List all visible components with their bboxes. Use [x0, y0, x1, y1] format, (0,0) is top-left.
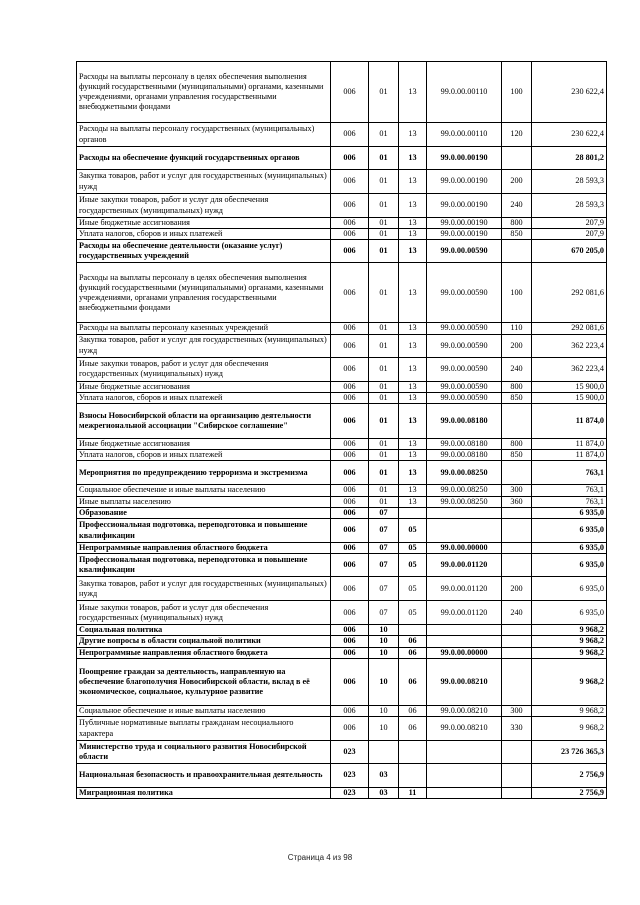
table-row [77, 601, 607, 625]
expense-type-cell: 300 [502, 485, 532, 496]
target-article-cell: 99.0.00.00190 [427, 229, 502, 240]
row-name-cell: Социальное обеспечение и иные выплаты населению [77, 485, 331, 496]
table-row [77, 229, 607, 240]
amount-cell: 9 968,2 [532, 636, 607, 647]
amount-cell: 11 874,0 [532, 439, 607, 450]
expense-type-cell: 240 [502, 357, 532, 381]
table-row [77, 123, 607, 147]
ved-code-cell: 006 [331, 439, 369, 450]
subsection-code-cell: 05 [399, 519, 427, 543]
section-code-cell: 07 [369, 577, 399, 601]
target-article-cell: 99.0.00.00110 [427, 62, 502, 123]
section-code-cell: 10 [369, 647, 399, 658]
subsection-code-cell: 13 [399, 240, 427, 263]
amount-cell: 763,1 [532, 496, 607, 507]
ved-code-cell: 006 [331, 392, 369, 403]
expense-type-cell [502, 647, 532, 658]
budget-table-container [76, 61, 606, 799]
section-code-cell: 10 [369, 717, 399, 741]
section-code-cell: 01 [369, 450, 399, 461]
subsection-code-cell: 13 [399, 218, 427, 229]
subsection-code-cell: 06 [399, 647, 427, 658]
table-row [77, 240, 607, 263]
amount-cell: 9 968,2 [532, 647, 607, 658]
row-name-cell: Закупка товаров, работ и услуг для государственных (муниципальных) нужд [77, 334, 331, 357]
expense-type-cell: 100 [502, 62, 532, 123]
row-name-cell: Публичные нормативные выплаты гражданам несоциального характера [77, 717, 331, 741]
section-code-cell: 10 [369, 658, 399, 705]
target-article-cell: 99.0.00.00190 [427, 218, 502, 229]
target-article-cell [427, 625, 502, 636]
expense-type-cell: 200 [502, 577, 532, 601]
row-name-cell: Мероприятия по предупреждению терроризма и экстремизма [77, 461, 331, 485]
amount-cell: 362 223,4 [532, 357, 607, 381]
table-row [77, 788, 607, 799]
ved-code-cell: 006 [331, 123, 369, 147]
row-name-cell: Иные бюджетные ассигнования [77, 381, 331, 392]
row-name-cell: Расходы на обеспечение деятельности (оказание услуг) государственных учреждений [77, 240, 331, 263]
amount-cell: 15 900,0 [532, 381, 607, 392]
subsection-code-cell: 11 [399, 788, 427, 799]
ved-code-cell: 006 [331, 170, 369, 194]
amount-cell: 23 726 365,3 [532, 741, 607, 764]
ved-code-cell: 006 [331, 194, 369, 218]
target-article-cell: 99.0.00.08250 [427, 485, 502, 496]
target-article-cell: 99.0.00.00000 [427, 543, 502, 554]
expense-type-cell [502, 741, 532, 764]
row-name-cell: Иные закупки товаров, работ и услуг для обеспечения государственных (муниципальных) нужд [77, 194, 331, 218]
target-article-cell: 99.0.00.08210 [427, 705, 502, 716]
section-code-cell: 01 [369, 392, 399, 403]
table-row [77, 461, 607, 485]
table-row [77, 519, 607, 543]
ved-code-cell: 006 [331, 381, 369, 392]
table-row [77, 323, 607, 334]
expense-type-cell [502, 240, 532, 263]
amount-cell: 28 593,3 [532, 170, 607, 194]
expense-type-cell: 240 [502, 601, 532, 625]
subsection-code-cell: 05 [399, 554, 427, 577]
subsection-code-cell: 13 [399, 263, 427, 323]
expense-type-cell [502, 625, 532, 636]
target-article-cell: 99.0.00.08180 [427, 450, 502, 461]
row-name-cell: Профессиональная подготовка, переподготовка и повышение квалификации [77, 519, 331, 543]
amount-cell: 362 223,4 [532, 334, 607, 357]
subsection-code-cell: 13 [399, 461, 427, 485]
table-row [77, 450, 607, 461]
amount-cell: 6 935,0 [532, 507, 607, 518]
ved-code-cell: 006 [331, 229, 369, 240]
table-row [77, 357, 607, 381]
amount-cell: 9 968,2 [532, 705, 607, 716]
amount-cell: 763,1 [532, 461, 607, 485]
ved-code-cell: 006 [331, 647, 369, 658]
row-name-cell: Расходы на выплаты персоналу государственных (муниципальных) органов [77, 123, 331, 147]
target-article-cell: 99.0.00.00190 [427, 170, 502, 194]
ved-code-cell: 006 [331, 323, 369, 334]
subsection-code-cell: 13 [399, 404, 427, 439]
subsection-code-cell: 06 [399, 658, 427, 705]
target-article-cell: 99.0.00.00590 [427, 323, 502, 334]
row-name-cell: Министерство труда и социального развития Новосибирской области [77, 741, 331, 764]
amount-cell: 207,9 [532, 218, 607, 229]
subsection-code-cell: 13 [399, 485, 427, 496]
ved-code-cell: 006 [331, 601, 369, 625]
subsection-code-cell [399, 625, 427, 636]
expense-type-cell: 200 [502, 334, 532, 357]
row-name-cell: Иные бюджетные ассигнования [77, 439, 331, 450]
subsection-code-cell: 13 [399, 147, 427, 170]
table-row [77, 764, 607, 788]
expense-type-cell [502, 636, 532, 647]
expense-type-cell: 850 [502, 229, 532, 240]
expense-type-cell: 120 [502, 123, 532, 147]
amount-cell: 6 935,0 [532, 554, 607, 577]
section-code-cell: 01 [369, 170, 399, 194]
table-row [77, 194, 607, 218]
ved-code-cell: 006 [331, 461, 369, 485]
section-code-cell: 01 [369, 485, 399, 496]
ved-code-cell: 006 [331, 577, 369, 601]
target-article-cell: 99.0.00.00110 [427, 123, 502, 147]
page-footer: Страница 4 из 98 [287, 853, 353, 862]
row-name-cell: Непрограммные направления областного бюджета [77, 543, 331, 554]
ved-code-cell: 006 [331, 147, 369, 170]
table-row [77, 507, 607, 518]
section-code-cell: 01 [369, 323, 399, 334]
table-row [77, 147, 607, 170]
table-row [77, 554, 607, 577]
expense-type-cell [502, 764, 532, 788]
subsection-code-cell: 06 [399, 705, 427, 716]
target-article-cell [427, 764, 502, 788]
target-article-cell: 99.0.00.00590 [427, 381, 502, 392]
ved-code-cell: 006 [331, 519, 369, 543]
target-article-cell: 99.0.00.00590 [427, 334, 502, 357]
table-row [77, 625, 607, 636]
section-code-cell: 01 [369, 240, 399, 263]
section-code-cell: 01 [369, 123, 399, 147]
subsection-code-cell: 05 [399, 601, 427, 625]
subsection-code-cell: 13 [399, 439, 427, 450]
expense-type-cell [502, 658, 532, 705]
section-code-cell: 01 [369, 439, 399, 450]
target-article-cell: 99.0.00.08180 [427, 404, 502, 439]
row-name-cell: Социальная политика [77, 625, 331, 636]
amount-cell: 670 205,0 [532, 240, 607, 263]
ved-code-cell: 006 [331, 554, 369, 577]
subsection-code-cell [399, 507, 427, 518]
subsection-code-cell: 13 [399, 381, 427, 392]
subsection-code-cell [399, 741, 427, 764]
ved-code-cell: 006 [331, 218, 369, 229]
amount-cell: 292 081,6 [532, 323, 607, 334]
amount-cell: 28 801,2 [532, 147, 607, 170]
subsection-code-cell: 06 [399, 636, 427, 647]
ved-code-cell: 006 [331, 717, 369, 741]
table-row [77, 717, 607, 741]
target-article-cell: 99.0.00.00590 [427, 263, 502, 323]
row-name-cell: Иные закупки товаров, работ и услуг для обеспечения государственных (муниципальных) нужд [77, 357, 331, 381]
subsection-code-cell: 13 [399, 229, 427, 240]
section-code-cell: 01 [369, 461, 399, 485]
row-name-cell: Социальное обеспечение и иные выплаты населению [77, 705, 331, 716]
target-article-cell: 99.0.00.08180 [427, 439, 502, 450]
row-name-cell: Взносы Новосибирской области на организацию деятельности межрегиональной ассоциации "Сибирское соглашение" [77, 404, 331, 439]
expense-type-cell [502, 543, 532, 554]
section-code-cell: 01 [369, 218, 399, 229]
section-code-cell: 01 [369, 194, 399, 218]
section-code-cell: 07 [369, 507, 399, 518]
section-code-cell: 07 [369, 554, 399, 577]
table-row [77, 170, 607, 194]
ved-code-cell: 006 [331, 658, 369, 705]
expense-type-cell [502, 507, 532, 518]
amount-cell: 230 622,4 [532, 123, 607, 147]
row-name-cell: Расходы на обеспечение функций государственных органов [77, 147, 331, 170]
target-article-cell: 99.0.00.00590 [427, 240, 502, 263]
expense-type-cell: 800 [502, 381, 532, 392]
expense-type-cell: 800 [502, 218, 532, 229]
target-article-cell [427, 519, 502, 543]
row-name-cell: Иные закупки товаров, работ и услуг для обеспечения государственных (муниципальных) нужд [77, 601, 331, 625]
amount-cell: 763,1 [532, 485, 607, 496]
ved-code-cell: 006 [331, 705, 369, 716]
amount-cell: 6 935,0 [532, 601, 607, 625]
section-code-cell: 01 [369, 334, 399, 357]
target-article-cell [427, 741, 502, 764]
subsection-code-cell [399, 764, 427, 788]
ved-code-cell: 006 [331, 334, 369, 357]
row-name-cell: Уплата налогов, сборов и иных платежей [77, 392, 331, 403]
expense-type-cell [502, 788, 532, 799]
amount-cell: 15 900,0 [532, 392, 607, 403]
subsection-code-cell: 13 [399, 392, 427, 403]
section-code-cell: 01 [369, 496, 399, 507]
table-row [77, 577, 607, 601]
target-article-cell: 99.0.00.08210 [427, 658, 502, 705]
section-code-cell: 10 [369, 636, 399, 647]
row-name-cell: Расходы на выплаты персоналу казенных учреждений [77, 323, 331, 334]
ved-code-cell: 006 [331, 357, 369, 381]
amount-cell: 207,9 [532, 229, 607, 240]
subsection-code-cell: 13 [399, 194, 427, 218]
expense-type-cell: 240 [502, 194, 532, 218]
amount-cell: 6 935,0 [532, 519, 607, 543]
row-name-cell: Уплата налогов, сборов и иных платежей [77, 229, 331, 240]
table-row [77, 218, 607, 229]
expense-type-cell: 800 [502, 439, 532, 450]
row-name-cell: Непрограммные направления областного бюджета [77, 647, 331, 658]
section-code-cell: 01 [369, 381, 399, 392]
row-name-cell: Миграционная политика [77, 788, 331, 799]
ved-code-cell: 023 [331, 764, 369, 788]
target-article-cell: 99.0.00.00190 [427, 194, 502, 218]
expense-type-cell [502, 461, 532, 485]
amount-cell: 6 935,0 [532, 543, 607, 554]
table-body [77, 62, 607, 799]
section-code-cell: 01 [369, 229, 399, 240]
section-code-cell: 01 [369, 263, 399, 323]
target-article-cell: 99.0.00.08250 [427, 496, 502, 507]
subsection-code-cell: 05 [399, 543, 427, 554]
target-article-cell: 99.0.00.01120 [427, 577, 502, 601]
row-name-cell: Иные бюджетные ассигнования [77, 218, 331, 229]
amount-cell: 9 968,2 [532, 658, 607, 705]
amount-cell: 230 622,4 [532, 62, 607, 123]
ved-code-cell: 023 [331, 788, 369, 799]
ved-code-cell: 006 [331, 636, 369, 647]
expense-type-cell: 110 [502, 323, 532, 334]
ved-code-cell: 006 [331, 496, 369, 507]
expense-type-cell [502, 519, 532, 543]
table-row [77, 334, 607, 357]
row-name-cell: Другие вопросы в области социальной политики [77, 636, 331, 647]
ved-code-cell: 006 [331, 625, 369, 636]
row-name-cell: Национальная безопасность и правоохранительная деятельность [77, 764, 331, 788]
row-name-cell: Закупка товаров, работ и услуг для государственных (муниципальных) нужд [77, 577, 331, 601]
row-name-cell: Закупка товаров, работ и услуг для государственных (муниципальных) нужд [77, 170, 331, 194]
subsection-code-cell: 06 [399, 717, 427, 741]
section-code-cell: 07 [369, 519, 399, 543]
target-article-cell: 99.0.00.00590 [427, 357, 502, 381]
ved-code-cell: 006 [331, 485, 369, 496]
section-code-cell: 10 [369, 625, 399, 636]
ved-code-cell: 023 [331, 741, 369, 764]
expense-type-cell [502, 404, 532, 439]
section-code-cell: 07 [369, 601, 399, 625]
ved-code-cell: 006 [331, 404, 369, 439]
section-code-cell: 01 [369, 404, 399, 439]
table-row [77, 263, 607, 323]
target-article-cell: 99.0.00.08250 [427, 461, 502, 485]
subsection-code-cell: 13 [399, 496, 427, 507]
section-code-cell: 07 [369, 543, 399, 554]
table-row [77, 647, 607, 658]
section-code-cell: 01 [369, 62, 399, 123]
row-name-cell: Профессиональная подготовка, переподготовка и повышение квалификации [77, 554, 331, 577]
target-article-cell [427, 636, 502, 647]
target-article-cell: 99.0.00.00190 [427, 147, 502, 170]
section-code-cell: 01 [369, 357, 399, 381]
ved-code-cell: 006 [331, 62, 369, 123]
table-row [77, 705, 607, 716]
ved-code-cell: 006 [331, 543, 369, 554]
table-row [77, 392, 607, 403]
subsection-code-cell: 13 [399, 62, 427, 123]
table-row [77, 381, 607, 392]
expense-type-cell: 850 [502, 392, 532, 403]
amount-cell: 28 593,3 [532, 194, 607, 218]
row-name-cell: Расходы на выплаты персоналу в целях обеспечения выполнения функций государственными (муниципальными) органами, казенными учреждениями, органами управления государственными внебюджетными фондами [77, 62, 331, 123]
table-row [77, 636, 607, 647]
subsection-code-cell: 05 [399, 577, 427, 601]
section-code-cell: 10 [369, 705, 399, 716]
subsection-code-cell: 13 [399, 357, 427, 381]
subsection-code-cell: 13 [399, 123, 427, 147]
target-article-cell [427, 507, 502, 518]
table-row [77, 658, 607, 705]
target-article-cell: 99.0.00.08210 [427, 717, 502, 741]
expense-type-cell: 200 [502, 170, 532, 194]
section-code-cell [369, 741, 399, 764]
budget-expenditure-table [76, 61, 607, 799]
target-article-cell: 99.0.00.00590 [427, 392, 502, 403]
row-name-cell: Поощрение граждан за деятельность, направленную на обеспечение благополучия Новосибирской области, вклад в её экономическое, социальное, культурное развитие [77, 658, 331, 705]
amount-cell: 11 874,0 [532, 404, 607, 439]
amount-cell: 6 935,0 [532, 577, 607, 601]
amount-cell: 2 756,9 [532, 764, 607, 788]
expense-type-cell: 100 [502, 263, 532, 323]
target-article-cell [427, 788, 502, 799]
expense-type-cell: 360 [502, 496, 532, 507]
expense-type-cell [502, 554, 532, 577]
table-row [77, 62, 607, 123]
table-row [77, 741, 607, 764]
subsection-code-cell: 13 [399, 450, 427, 461]
ved-code-cell: 006 [331, 240, 369, 263]
table-row [77, 439, 607, 450]
subsection-code-cell: 13 [399, 334, 427, 357]
amount-cell: 9 968,2 [532, 625, 607, 636]
expense-type-cell: 300 [502, 705, 532, 716]
expense-type-cell [502, 147, 532, 170]
amount-cell: 9 968,2 [532, 717, 607, 741]
subsection-code-cell: 13 [399, 170, 427, 194]
table-row [77, 543, 607, 554]
ved-code-cell: 006 [331, 450, 369, 461]
row-name-cell: Иные выплаты населению [77, 496, 331, 507]
table-row [77, 404, 607, 439]
table-row [77, 496, 607, 507]
amount-cell: 2 756,9 [532, 788, 607, 799]
amount-cell: 292 081,6 [532, 263, 607, 323]
row-name-cell: Образование [77, 507, 331, 518]
target-article-cell: 99.0.00.01120 [427, 554, 502, 577]
amount-cell: 11 874,0 [532, 450, 607, 461]
ved-code-cell: 006 [331, 507, 369, 518]
row-name-cell: Расходы на выплаты персоналу в целях обеспечения выполнения функций государственными (муниципальными) органами, казенными учреждениями, органами управления государственными внебюджетными фондами [77, 263, 331, 323]
section-code-cell: 03 [369, 788, 399, 799]
section-code-cell: 01 [369, 147, 399, 170]
table-row [77, 485, 607, 496]
row-name-cell: Уплата налогов, сборов и иных платежей [77, 450, 331, 461]
expense-type-cell: 850 [502, 450, 532, 461]
target-article-cell: 99.0.00.01120 [427, 601, 502, 625]
subsection-code-cell: 13 [399, 323, 427, 334]
target-article-cell: 99.0.00.00000 [427, 647, 502, 658]
ved-code-cell: 006 [331, 263, 369, 323]
expense-type-cell: 330 [502, 717, 532, 741]
section-code-cell: 03 [369, 764, 399, 788]
